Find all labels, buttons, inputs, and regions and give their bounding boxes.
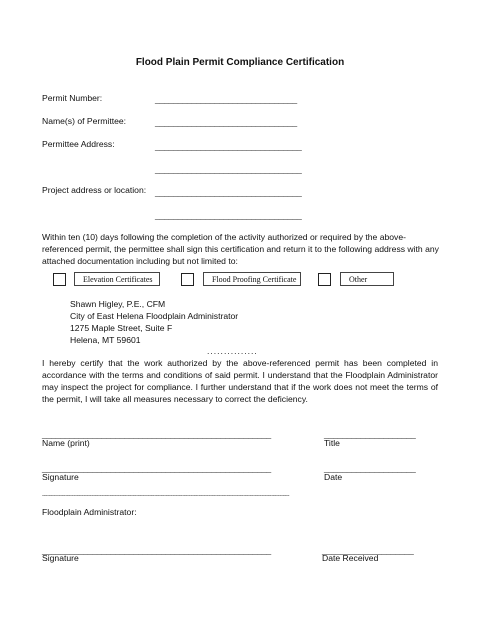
- permittee-address-label: Permittee Address:: [42, 139, 115, 149]
- permittee-names-label: Name(s) of Permittee:: [42, 116, 127, 126]
- page-title: Flood Plain Permit Compliance Certification: [135, 57, 345, 68]
- instructions-text: Within ten (10) days following the completion of the activity authorized or required by the above-referenced permit, the permittee shall sign this certification and return it to the following address with any attached documentation including but not limited to:: [42, 232, 439, 266]
- project-address-blank-1[interactable]: ________________________________: [155, 187, 302, 197]
- date-received-line[interactable]: ____________________: [322, 545, 414, 555]
- name-print-line[interactable]: __________________________________________________: [42, 429, 271, 439]
- certification-text: I hereby certify that the work authorized by the above-referenced permit has been completed in accordance with the terms and conditions of said permit. I understand that the Floodplain Administrator may inspect the project for compliance. I further understand that if the work does not meet the terms of the permit, I will take all measures necessary to correct the deficiency.: [42, 358, 438, 404]
- elevation-certificates-checkbox[interactable]: [53, 273, 66, 286]
- project-address-label: Project address or location:: [42, 185, 147, 195]
- address-name: Shawn Higley, P.E., CFM: [70, 299, 166, 309]
- permittee-address-blank-2[interactable]: ________________________________: [155, 164, 302, 174]
- date-label: Date: [324, 472, 343, 482]
- address-city: Helena, MT 59601: [70, 335, 141, 345]
- address-street: 1275 Maple Street, Suite F: [70, 323, 173, 333]
- elevation-certificates-option: Elevation Certificates: [74, 272, 160, 286]
- permit-number-label: Permit Number:: [42, 93, 103, 103]
- section-divider: ------------------------------------------------------------------------------------------------------------------------------------------------------: [42, 493, 290, 499]
- address-org: City of East Helena Floodplain Administrator: [70, 311, 239, 321]
- flood-proofing-option: Flood Proofing Certificate: [203, 272, 301, 286]
- title-line[interactable]: ____________________: [324, 429, 416, 439]
- other-checkbox[interactable]: [318, 273, 331, 286]
- signature-line[interactable]: __________________________________________________: [42, 463, 271, 473]
- separator-dots: ...............: [207, 346, 258, 356]
- project-address-blank-2[interactable]: ________________________________: [155, 210, 302, 220]
- permit-number-blank[interactable]: _______________________________: [155, 94, 297, 104]
- floodplain-admin-label: Floodplain Administrator:: [42, 507, 137, 517]
- signature-label: Signature: [42, 472, 79, 482]
- permittee-names-blank[interactable]: _______________________________: [155, 117, 297, 127]
- admin-signature-label: Signature: [42, 553, 79, 563]
- date-line[interactable]: ____________________: [324, 463, 416, 473]
- permittee-address-blank-1[interactable]: ________________________________: [155, 141, 302, 151]
- name-print-label: Name (print): [42, 438, 90, 448]
- title-label: Title: [324, 438, 340, 448]
- other-option: Other: [340, 272, 394, 286]
- date-received-label: Date Received: [322, 553, 379, 563]
- flood-proofing-checkbox[interactable]: [181, 273, 194, 286]
- admin-signature-line[interactable]: __________________________________________________: [42, 545, 271, 555]
